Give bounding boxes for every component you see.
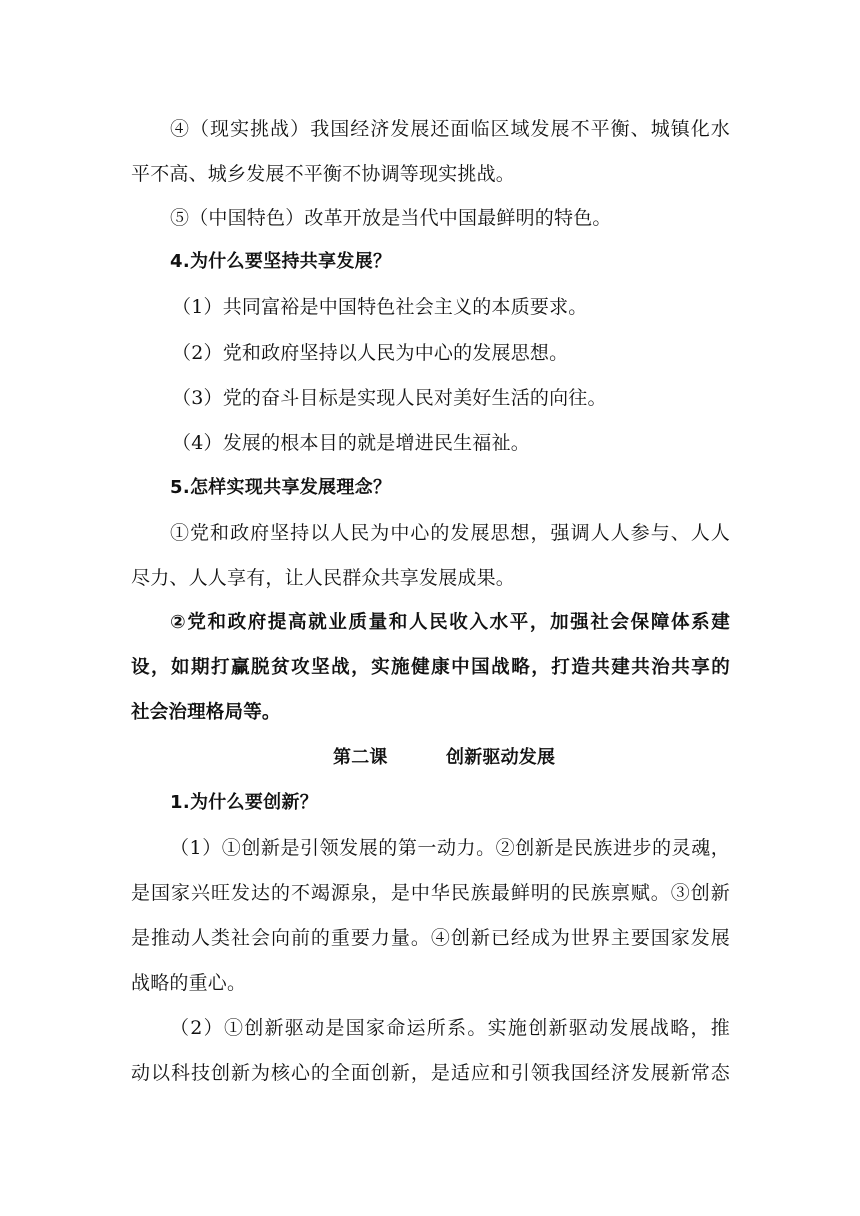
paragraph-line: 是国家兴旺发达的不竭源泉，是中华民族最鲜明的民族禀赋。③创新 (131, 882, 730, 904)
paragraph-line: 平不高、城乡发展不平衡不协调等现实挑战。 (131, 163, 516, 185)
list-item: （2）党和政府坚持以人民为中心的发展思想。 (172, 342, 569, 364)
paragraph-line: （2）①创新驱动是国家命运所系。实施创新驱动发展战略，推 (170, 1017, 730, 1039)
list-item: （4）发展的根本目的就是增进民生福祉。 (172, 432, 530, 454)
section-heading: 5.怎样实现共享发展理念？ (170, 477, 392, 498)
paragraph-line-bold: 社会治理格局等。 (131, 702, 281, 723)
paragraph-line: 战略的重心。 (131, 972, 247, 994)
lesson-label: 第二课 (333, 747, 388, 768)
section-heading: 1.为什么要创新？ (170, 792, 319, 813)
lesson-title: 创新驱动发展 (446, 747, 556, 768)
paragraph-line: 尽力、人人享有，让人民群众共享发展成果。 (131, 567, 516, 589)
paragraph-line-bold: ②党和政府提高就业质量和人民收入水平，加强社会保障体系建 (170, 612, 730, 633)
paragraph-line-bold: 设，如期打赢脱贫攻坚战，实施健康中国战略，打造共建共治共享的 (131, 657, 730, 678)
list-item: （1）共同富裕是中国特色社会主义的本质要求。 (172, 296, 588, 318)
paragraph-line: ⑤（中国特色）改革开放是当代中国最鲜明的特色。 (170, 207, 612, 229)
paragraph-line: ①党和政府坚持以人民为中心的发展思想，强调人人参与、人人 (170, 522, 730, 544)
paragraph-line: 动以科技创新为核心的全面创新，是适应和引领我国经济发展新常态 (131, 1062, 730, 1084)
section-heading: 4.为什么要坚持共享发展？ (170, 251, 392, 272)
list-item: （3）党的奋斗目标是实现人民对美好生活的向往。 (172, 387, 607, 409)
paragraph-line: ④（现实挑战）我国经济发展还面临区域发展不平衡、城镇化水 (170, 118, 730, 140)
paragraph-line: （1）①创新是引领发展的第一动力。②创新是民族进步的灵魂， (170, 837, 730, 859)
paragraph-line: 是推动人类社会向前的重要力量。④创新已经成为世界主要国家发展 (131, 927, 730, 949)
